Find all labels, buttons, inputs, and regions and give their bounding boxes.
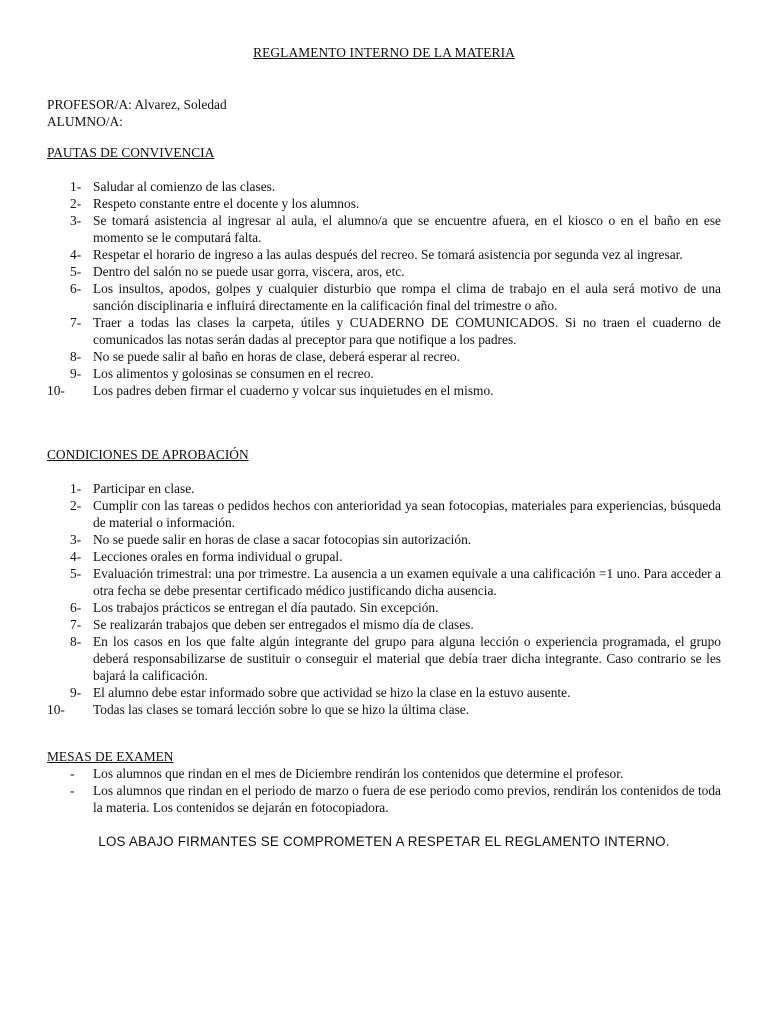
list-item: 4- Lecciones orales en forma individual o grupal. — [70, 549, 343, 564]
header-info — [47, 96, 227, 130]
list-item: 2- Respeto constante entre el docente y los alumnos. — [70, 196, 360, 211]
section-heading-aprobacion: CONDICIONES DE APROBACIÓN — [47, 447, 249, 462]
list-item: 1- Participar en clase. — [70, 481, 195, 496]
list-item: 10- Los padres deben firmar el cuaderno y volcar sus inquietudes en el mismo. — [47, 383, 494, 398]
aprobacion-list — [47, 480, 721, 718]
list-item: - Los alumnos que rindan en el mes de Diciembre rendirán los contenidos que determine el profesor. — [70, 766, 624, 781]
list-item: 6- Los insultos, apodos, golpes y cualquier disturbio que rompa el clima de trabajo en el aula será motivo de una sanción disciplinaria e influirá directamente en la calificación final del trimestre o año. — [70, 281, 721, 313]
list-item: 6- Los trabajos prácticos se entregan el día pautado. Sin excepción. — [70, 600, 439, 615]
list-item: 7- Traer a todas las clases la carpeta, útiles y CUADERNO DE COMUNICADOS. Si no traen el cuaderno de comunicados las notas serán dadas al preceptor para que notifique a los padres. — [70, 315, 721, 347]
document-title: REGLAMENTO INTERNO DE LA MATERIA — [253, 45, 515, 60]
list-item: 9- El alumno debe estar informado sobre que actividad se hizo la clase en la estuvo ausente. — [70, 685, 571, 700]
list-item: 10- Todas las clases se tomará lección sobre lo que se hizo la última clase. — [47, 702, 470, 717]
list-item: 1- Saludar al comienzo de las clases. — [70, 179, 276, 194]
section-heading-convivencia: PAUTAS DE CONVIVENCIA — [47, 145, 215, 160]
list-item: 8- En los casos en los que falte algún integrante del grupo para alguna lección o experiencia programada, el grupo deberá responsabilizarse de sustituir o conseguir el material que debía traer dicha integrante. Caso contrario se les bajará la calificación. — [70, 634, 721, 683]
list-item: 8- No se puede salir al baño en horas de clase, deberá esperar al recreo. — [70, 349, 460, 364]
list-item: 4- Respetar el horario de ingreso a las aulas después del recreo. Se tomará asistencia por segunda vez al ingresar. — [70, 247, 683, 262]
teacher-line: PROFESOR/A: Alvarez, Soledad — [47, 97, 227, 112]
section-heading-mesas: MESAS DE EXAMEN — [47, 749, 174, 764]
list-item: 3- No se puede salir en horas de clase a sacar fotocopias sin autorización. — [70, 532, 472, 547]
list-item: 3- Se tomará asistencia al ingresar al aula, el alumno/a que se encuentre afuera, en el kiosco o en el baño en ese momento se le computará falta. — [70, 213, 721, 245]
list-item: 2- Cumplir con las tareas o pedidos hechos con anterioridad ya sean fotocopias, materiales para experiencias, búsqueda de material o información. — [70, 498, 721, 530]
commitment-statement: LOS ABAJO FIRMANTES SE COMPROMETEN A RESPETAR EL REGLAMENTO INTERNO. — [98, 834, 670, 849]
student-line: ALUMNO/A: — [47, 114, 123, 129]
list-item: 5- Evaluación trimestral: una por trimestre. La ausencia a un examen equivale a una calificación =1 uno. Para acceder a otra fecha se debe presentar certificado médico justificando dicha ausencia. — [70, 566, 721, 598]
list-item: 5- Dentro del salón no se puede usar gorra, viscera, aros, etc. — [70, 264, 405, 279]
convivencia-list — [47, 178, 721, 399]
mesas-list — [47, 765, 721, 816]
list-item: 7- Se realizarán trabajos que deben ser entregados el mismo día de clases. — [70, 617, 474, 632]
list-item: - Los alumnos que rindan en el periodo de marzo o fuera de ese periodo como previos, rendirán los contenidos de toda la materia. Los contenidos se dejarán en fotocopiadora. — [70, 783, 721, 815]
list-item: 9- Los alimentos y golosinas se consumen en el recreo. — [70, 366, 374, 381]
